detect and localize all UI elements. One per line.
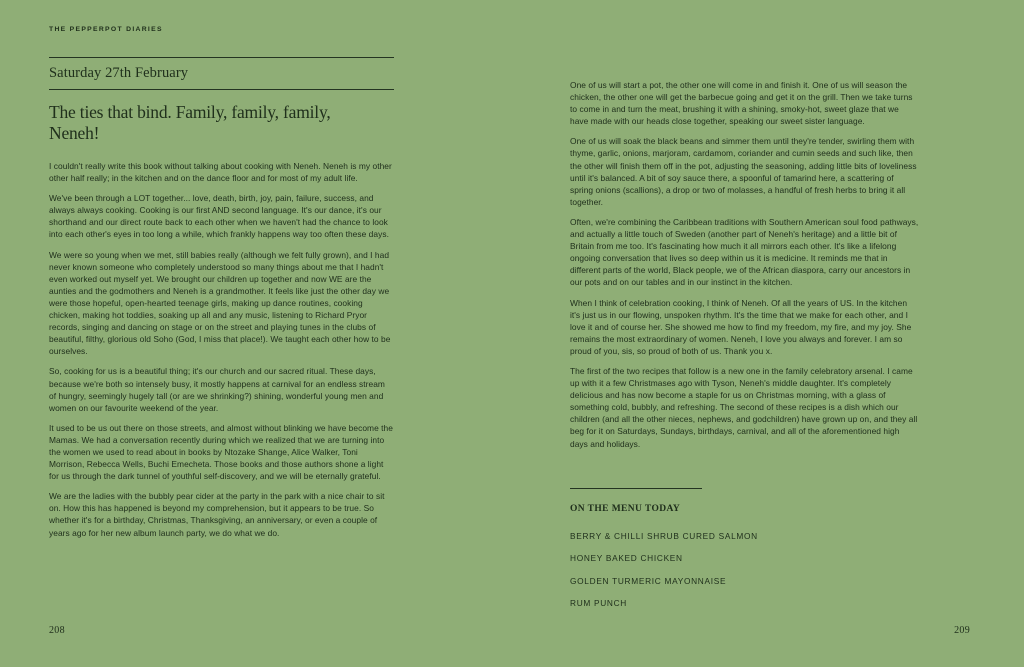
menu-heading: ON THE MENU TODAY [570, 503, 681, 514]
right-body-text [570, 79, 919, 450]
menu-block [570, 488, 919, 609]
menu-item: BERRY & CHILLI SHRUB CURED SALMON [570, 530, 758, 541]
body-paragraph: We are the ladies with the bubbly pear cider at the party in the park with a nice chair to sit on. How this has happened is beyond my comprehension, but it appears to be true. So whether it's for a birthday, Christmas, Thanksgiving, an anniversary, or even a couple of years ago for her new album launch party, we do what we do. [49, 491, 385, 538]
body-paragraph: So, cooking for us is a beautiful thing; it's our church and our sacred ritual. These days, because we're both so intensely busy, it mostly happens at carnival for an endless stream of hungry, seemingly hugely tall (or are we shrinking?) shining, wonderful young men and women on our favourite weekend of the year. [49, 366, 385, 413]
right-page [570, 63, 919, 621]
body-paragraph: One of us will soak the black beans and simmer them until they're tender, swirling them with thyme, garlic, onions, marjoram, cardamom, coriander and cumin seeds and such like, then the other will finish them off in the pot, adjusting the seasoning, adding little bits of loveliness until it's balanced. A bit of soy sauce there, a spoonful of tamarind here, a scattering of spring onions (scallions), a drop or two of molasses, a handful of fresh herbs to bring it all together. [570, 136, 917, 207]
body-paragraph: I couldn't really write this book without talking about cooking with Neneh. Neneh is my other other half really; in the kitchen and on the dance floor and for most of my adult life. [49, 161, 392, 184]
body-paragraph: Often, we're combining the Caribbean traditions with Southern American soul food pathways, and actually a little touch of Sweden (another part of Neneh's heritage) and a little bit of Britain from me too. It's fascinating how much it all mirrors each other. It's like a lifelong ongoing conversation that lives so deep within us it is medicine. It reminds me that in different parts of the world, Black people, we of the African diaspora, carry our ancestors in our pots and on our tables and in our instinct in the kitchen. [570, 216, 919, 288]
menu-item: GOLDEN TURMERIC MAYONNAISE [570, 575, 727, 586]
body-paragraph: We've been through a LOT together... love, death, birth, joy, pain, failure, success, and always always cooking. Cooking is our first AND second language. It's our dance, it's our shorthand and our direct route back to each other when we haven't had the chance to look into each other's eyes in too long a while, which frankly happens way too often these days. [49, 193, 389, 240]
body-paragraph: We were so young when we met, still babies really (although we felt fully grown), and I had never known someone who completely understood so many things about me that I hadn't even worked out myself yet. We brought our children up together and now WE are the aunties and the godmothers and Neneh is a grandmother. It feels like just the other day we were those hopeful, open-hearted teenage girls, making up dance routines, cooking chicken, making hot toddies, soaking up all and any music, listening to Richard Pryor records, singing and dancing on stage or on the street and playing tunes in the clubs of beautiful, filthy, glorious old Soho (God, I miss that place!). We taught each other how to be ourselves. [49, 249, 391, 357]
rule-above-date [49, 57, 394, 58]
body-paragraph: When I think of celebration cooking, I think of Neneh. Of all the years of US. In the kitchen it's just us in our flowing, unspoken rhythm. It's the time that we make for each other, and I love it and of course her. She showed me how to find my freedom, my fire, and my joy. She remains the most extraordinary of women. Neneh, I love you always and forever. I am so proud of you, sis, so proud of both of us. Thank you x. [570, 297, 912, 356]
menu-item: HONEY BAKED CHICKEN [570, 553, 683, 564]
menu-item: RUM PUNCH [570, 598, 628, 609]
rule-below-date [49, 89, 394, 90]
left-body-text [49, 160, 394, 539]
menu-rule [570, 488, 702, 489]
body-paragraph: One of us will start a pot, the other one will come in and finish it. One of us will season the chicken, the other one will get the barbecue going and get it on the grill. Then we take turns to come in and turn the meat, brushing it with a shining, smoky-hot, sweet glaze that we have made with our heads close together, speaking our sweet sister language. [570, 80, 913, 127]
running-header: THE PEPPERPOT DIARIES [49, 26, 163, 33]
page-number-right: 209 [954, 625, 970, 636]
chapter-title-line: The ties that bind. Family, family, family, [49, 102, 331, 122]
body-paragraph: The first of the two recipes that follow is a new one in the family celebratory arsenal. I came up with it a few Christmases ago with Tyson, Neneh's middle daughter. It's completely delicious and has now become a staple for us on Christmas morning, with a glass of something cold, bubbly, and refreshing. The second of these recipes is a dish which our children (and all the other nieces, nephews, and godchildren) have grown up on, and they all beg for it on Saturdays, Sundays, birthdays, carnival, and all of the aforementioned high days and holidays. [570, 365, 918, 449]
menu-list [570, 531, 919, 609]
chapter-title-line: Neneh! [49, 123, 100, 143]
date-heading: Saturday 27th February [49, 65, 189, 81]
page-number-left: 208 [49, 625, 65, 636]
body-paragraph: It used to be us out there on those streets, and almost without blinking we have become the Mamas. We had a conversation recently during which we realized that we are turning into the women we used to read about in books by Ntozake Shange, Alice Walker, Toni Morrison, Rebecca Wells, Buchi Emecheta. Those books and those authors shone a light for us through the dark tunnel of youthful self-discovery, and we will be eternally grateful. [49, 422, 393, 482]
chapter-title [49, 102, 394, 144]
left-page [49, 57, 394, 547]
